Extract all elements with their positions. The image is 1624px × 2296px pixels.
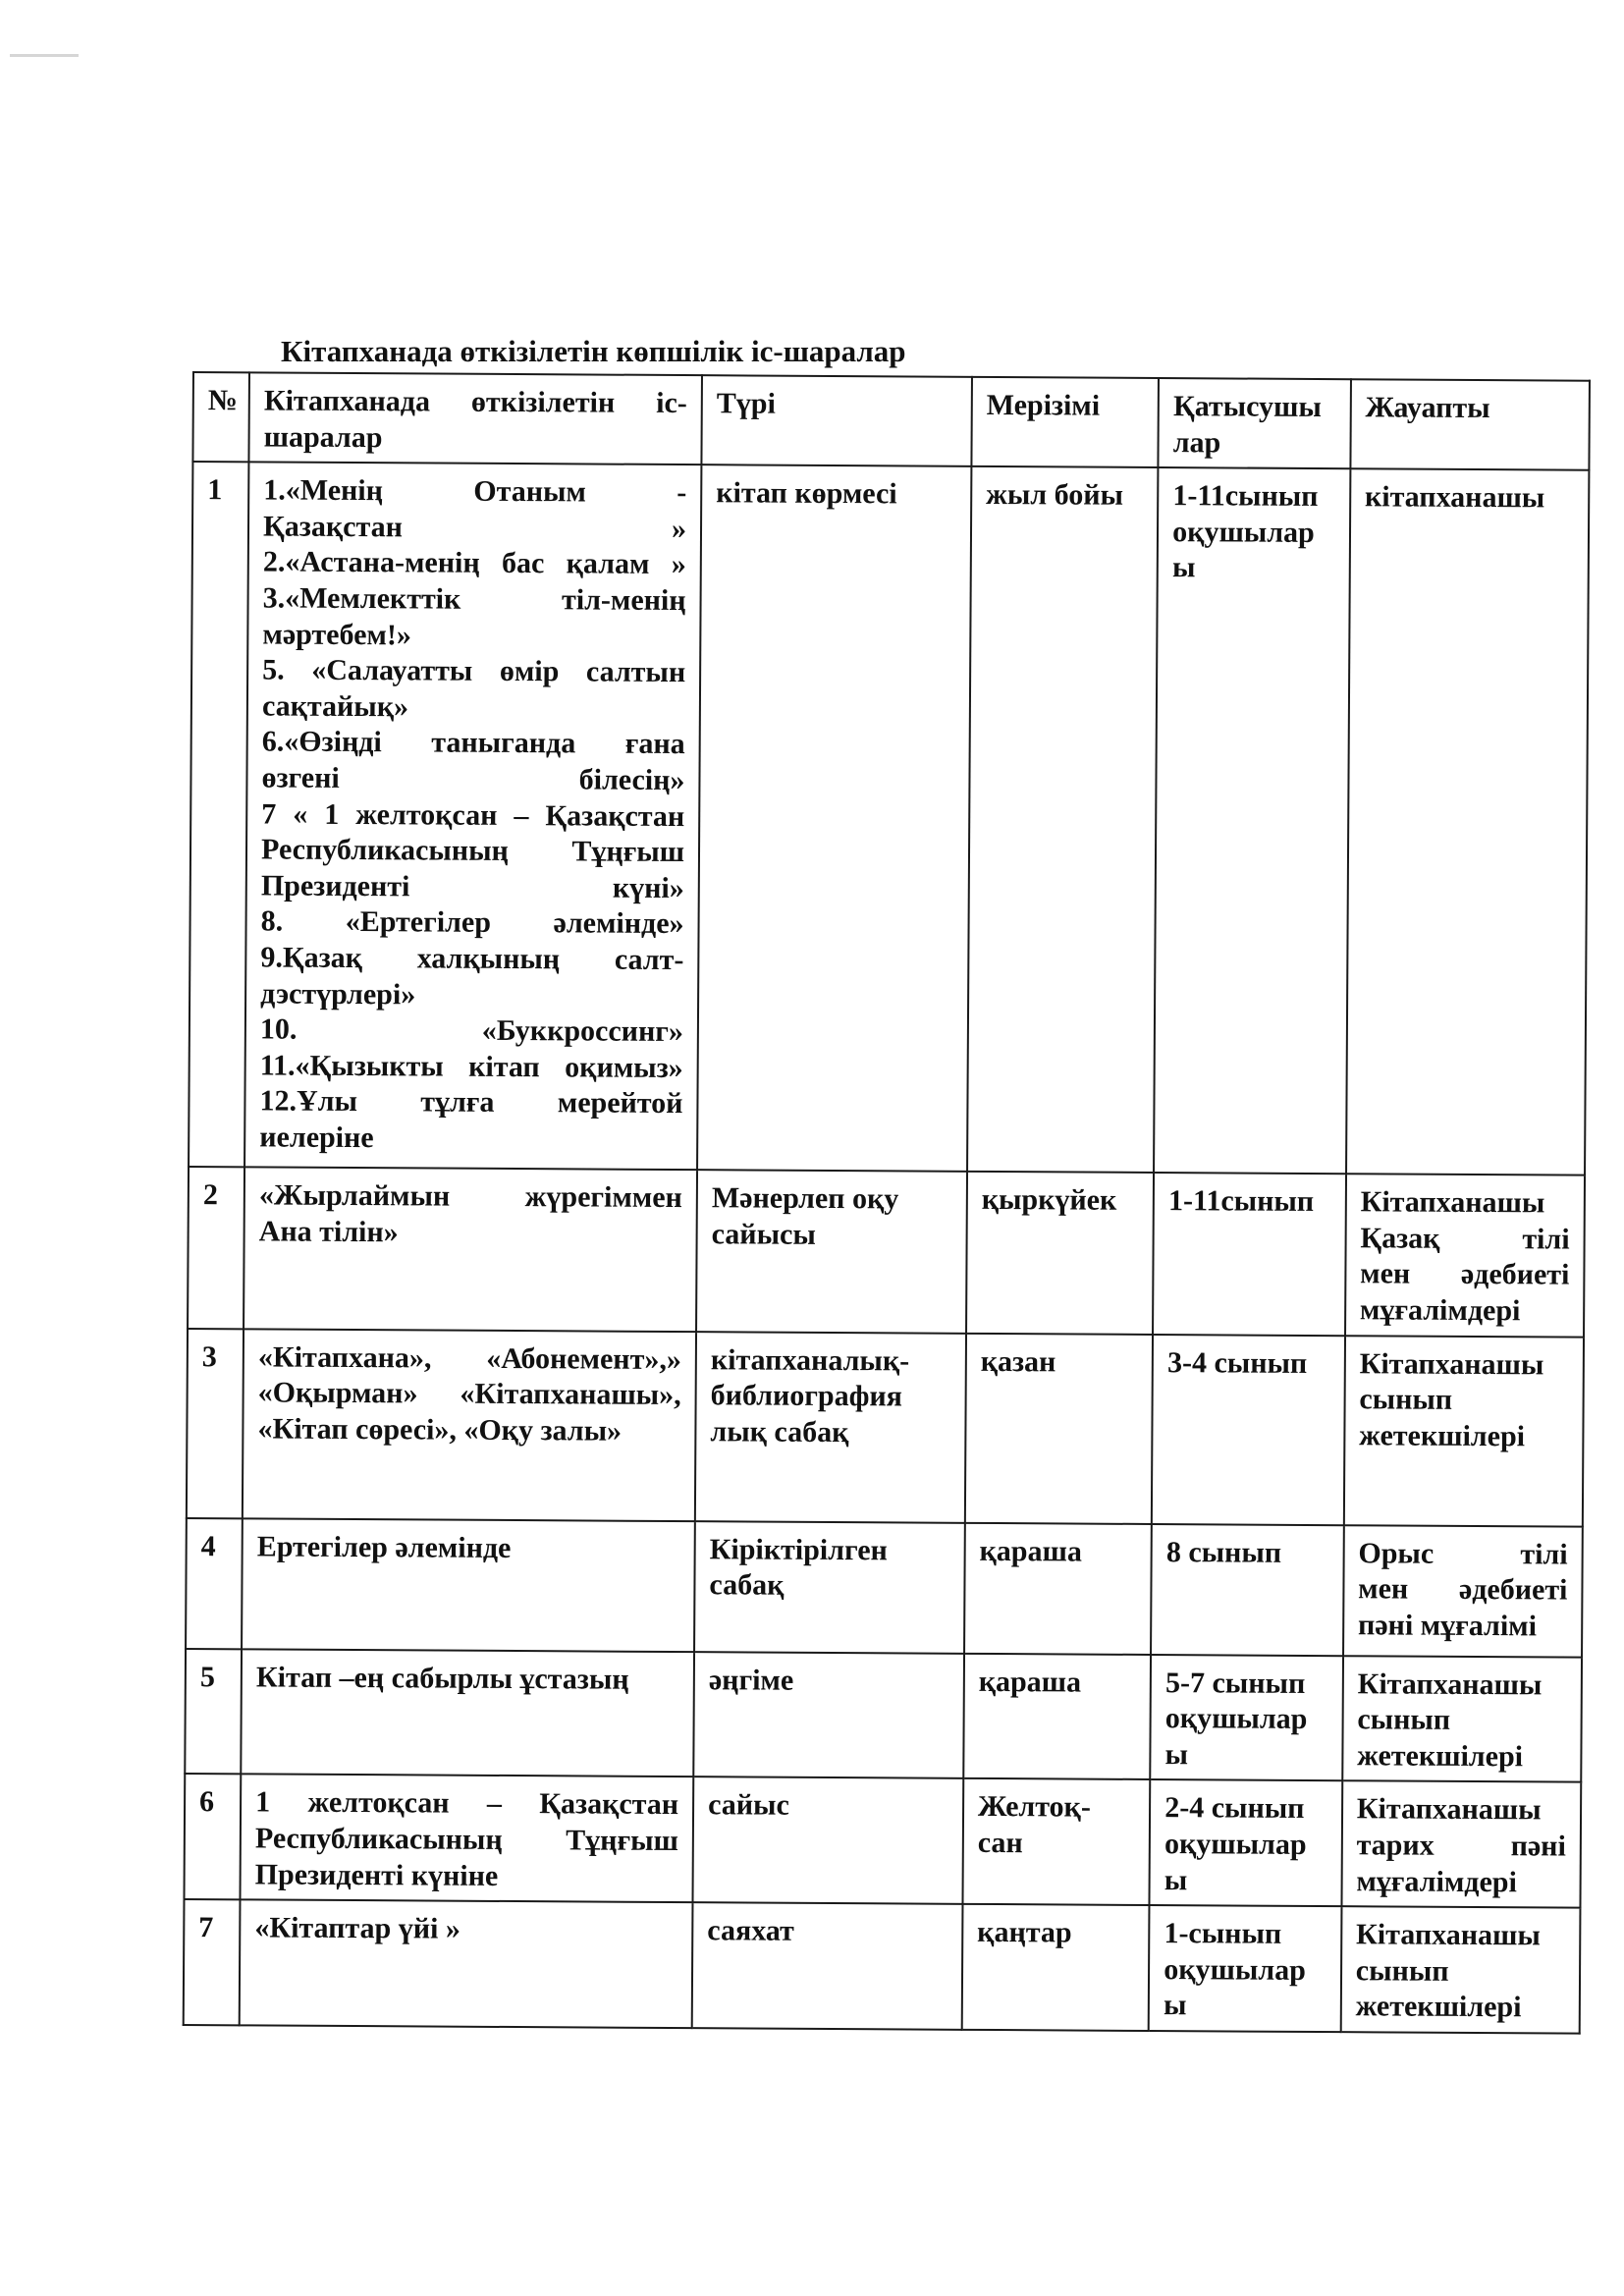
cell-date-line: Желтоқ-	[977, 1790, 1091, 1824]
cell-type-line: сабақ	[709, 1568, 785, 1602]
cell-date	[964, 1522, 1152, 1654]
cell-responsible	[1345, 1174, 1585, 1337]
cell-event-line: 6.«Өзіңді таныганда ғана	[261, 725, 685, 761]
cell-event-line: Республикасының Тұңғыш	[254, 1822, 678, 1857]
cell-event	[244, 463, 701, 1171]
cell-event	[241, 1775, 694, 1903]
header-date: Мерізімі	[971, 377, 1159, 467]
cell-date	[966, 1172, 1154, 1335]
cell-participants-line: 2-4 сынып	[1164, 1791, 1305, 1826]
cell-participants	[1149, 1905, 1341, 2032]
cell-date-line: сан	[977, 1826, 1023, 1860]
cell-event-line: дэстүрлері»	[260, 976, 416, 1011]
header-type: Түрі	[701, 375, 971, 466]
cell-participants-line: ы	[1164, 1863, 1188, 1896]
cell-event-line: мәртебем!»	[262, 618, 411, 651]
cell-event-line: 5. «Салауатты өмір салтын	[262, 653, 686, 689]
table-row	[184, 1899, 1581, 2033]
cell-event	[241, 1649, 694, 1777]
cell-participants	[1150, 1779, 1342, 1906]
cell-event-line: Ана тілін»	[258, 1215, 399, 1249]
cell-responsible-line: кітапханашы	[1364, 480, 1545, 515]
cell-event-line: 1.«Менің Отаным -	[263, 473, 687, 510]
cell-event	[240, 1899, 693, 2028]
cell-participants-line: ы	[1163, 1989, 1187, 2022]
cell-date-line: жыл бойы	[986, 478, 1124, 512]
table-row	[187, 1329, 1584, 1527]
cell-type-line: кітап көрмесі	[716, 476, 897, 511]
cell-participants	[1150, 1655, 1342, 1781]
cell-responsible	[1341, 1781, 1581, 1908]
cell-participants-line: 1-11сынып	[1172, 479, 1319, 514]
cell-type	[693, 1777, 964, 1903]
table-body	[184, 462, 1590, 2033]
cell-event-line: 11.«Қызыкты кітап оқимыз»	[259, 1049, 683, 1084]
cell-type	[694, 1521, 965, 1654]
cell-responsible	[1342, 1656, 1582, 1782]
cell-num: 4	[186, 1518, 243, 1649]
cell-responsible-line: Кітапханашы	[1355, 1918, 1541, 1952]
cell-num: 6	[184, 1774, 241, 1899]
cell-event-line: «Кітапхана», «Абонемент»,»	[257, 1339, 681, 1376]
header-participants-line: Қатысушы	[1172, 390, 1322, 424]
cell-event-line: Президенті күні»	[260, 869, 684, 904]
cell-date	[962, 1778, 1150, 1905]
cell-event-line: 9.Қазақ халқының салт-	[260, 941, 684, 976]
cell-type-line: сайыс	[708, 1788, 789, 1823]
cell-type-line: әңгіме	[708, 1663, 794, 1697]
cell-responsible-line: Орыс тілі	[1358, 1536, 1568, 1571]
cell-responsible-line: мен әдебиеті	[1358, 1572, 1568, 1607]
cell-date-line: қараша	[978, 1665, 1082, 1699]
cell-event-line: 1 желтоқсан – Қазақстан	[255, 1785, 679, 1822]
cell-participants-line: 1-сынып	[1164, 1917, 1282, 1950]
cell-event-line: өзгені білесің»	[261, 761, 685, 797]
cell-date-line: қараша	[979, 1534, 1082, 1568]
cell-date	[967, 466, 1159, 1173]
cell-num: 1	[189, 462, 248, 1167]
cell-date	[965, 1333, 1153, 1523]
cell-participants-line: оқушылар	[1164, 1828, 1307, 1861]
cell-event-line: Кітап –ең сабырлы ұстазың	[255, 1660, 629, 1696]
cell-date	[963, 1653, 1151, 1779]
cell-responsible-line: жетекшілері	[1359, 1419, 1526, 1453]
page-title: Кітапханада өткізілетін көпшілік іс-шаралар	[281, 334, 906, 368]
cell-type-line: лық сабақ	[710, 1414, 849, 1449]
header-event	[249, 372, 703, 465]
cell-event-line: иелеріне	[259, 1121, 374, 1155]
table-row	[186, 1518, 1583, 1658]
cell-event-line: 7 « 1 желтоқсан – Қазақстан	[261, 796, 685, 833]
cell-num: 5	[185, 1649, 242, 1775]
cell-responsible-line: жетекшілері	[1355, 1990, 1522, 2024]
cell-event-line: «Оқырман» «Кітапханашы»,	[257, 1376, 681, 1412]
cell-responsible-line: Қазақ тілі	[1360, 1222, 1570, 1256]
cell-participants	[1154, 467, 1350, 1174]
table-header-row	[192, 372, 1590, 470]
cell-event	[242, 1518, 695, 1652]
cell-type-line: сайысы	[711, 1218, 816, 1251]
cell-date-line: қыркүйек	[981, 1183, 1117, 1217]
cell-event-line: Республикасының Тұңғыш	[261, 833, 685, 869]
cell-event-line: 12.Ұлы тұлға мерейтой	[259, 1084, 683, 1121]
cell-participants-line: оқушылар	[1164, 1702, 1308, 1736]
header-num: №	[192, 372, 249, 463]
header-event-line: Кітапханада өткізілетін іс-	[263, 384, 687, 420]
cell-num: 7	[184, 1899, 241, 2025]
cell-num: 3	[187, 1329, 244, 1518]
cell-type-line: Кіріктірілген	[709, 1532, 888, 1566]
header-participants-line: лар	[1172, 425, 1221, 459]
cell-participants	[1153, 1173, 1346, 1336]
cell-type-line: Мәнерлеп оқу	[711, 1181, 899, 1216]
cell-responsible	[1343, 1525, 1583, 1657]
cell-type-line: саяхат	[707, 1914, 794, 1947]
cell-event-line: 10. «Буккроссинг»	[259, 1012, 684, 1049]
cell-type-line: кітапханалық-	[710, 1342, 910, 1378]
cell-type	[695, 1332, 966, 1523]
cell-event-line: Ертегілер әлемінде	[256, 1529, 512, 1564]
cell-responsible	[1346, 468, 1590, 1175]
cell-type	[696, 1170, 967, 1333]
cell-participants-line: 8 сынып	[1165, 1535, 1282, 1569]
cell-responsible-line: сынып	[1357, 1703, 1451, 1737]
cell-responsible-line: сынып	[1355, 1953, 1449, 1988]
cell-type-line: библиография	[710, 1379, 903, 1413]
cell-responsible-line: мұғалімдері	[1359, 1293, 1521, 1328]
cell-participants	[1151, 1524, 1343, 1656]
cell-participants-line: 1-11сынып	[1167, 1184, 1315, 1219]
cell-responsible-line: Кітапханашы	[1356, 1792, 1542, 1827]
cell-responsible-line: Кітапханашы	[1360, 1185, 1545, 1220]
cell-date	[962, 1904, 1150, 2031]
cell-responsible	[1344, 1336, 1584, 1526]
cell-participants-line: 5-7 сынып	[1164, 1666, 1306, 1700]
cell-responsible-line: тарих пәні	[1356, 1829, 1566, 1863]
cell-responsible-line: мұғалімдері	[1356, 1864, 1517, 1898]
cell-type	[693, 1652, 964, 1778]
cell-num: 2	[188, 1167, 244, 1329]
cell-date-line: қазан	[980, 1344, 1056, 1378]
cell-event-line: Президенті күніне	[254, 1857, 499, 1892]
cell-event-line: «Жырлаймын жүрегіммен	[258, 1178, 682, 1215]
cell-participants-line: оқушылар	[1172, 515, 1315, 549]
cell-type	[692, 1902, 963, 2029]
cell-participants-line: 3-4 сынып	[1166, 1345, 1308, 1380]
cell-event-line: Қазақстан »	[263, 510, 687, 545]
cell-event-line: 2.«Астана-менің бас қалам »	[262, 545, 686, 581]
cell-responsible-line: мен әдебиеті	[1360, 1257, 1570, 1291]
scan-artifact	[10, 54, 79, 57]
header-responsible: Жауапты	[1350, 379, 1590, 470]
table-row	[189, 462, 1589, 1175]
cell-responsible-line: пәні мұғалімі	[1357, 1609, 1538, 1643]
cell-event	[244, 1168, 697, 1332]
cell-event-line: 8. «Ертегілер әлемінде»	[260, 904, 684, 941]
cell-responsible-line: сынып	[1359, 1383, 1453, 1417]
header-participants	[1159, 378, 1351, 468]
cell-event-line: «Кітаптар үйі »	[254, 1911, 460, 1945]
cell-event-line: «Кітап сөресі», «Оқу залы»	[257, 1412, 623, 1448]
cell-responsible-line: жетекшілері	[1357, 1739, 1524, 1774]
cell-type	[697, 465, 971, 1172]
cell-event	[243, 1329, 696, 1521]
cell-participants-line: ы	[1164, 1737, 1189, 1771]
cell-participants-line: ы	[1171, 551, 1196, 584]
table-row	[184, 1774, 1581, 1907]
cell-responsible	[1340, 1906, 1580, 2033]
cell-responsible-line: Кітапханашы	[1359, 1346, 1544, 1381]
cell-participants-line: оқушылар	[1164, 1952, 1306, 1987]
cell-responsible-line: Кітапханашы	[1357, 1667, 1543, 1701]
events-table	[183, 371, 1591, 2035]
header-event-line: шаралар	[263, 420, 383, 454]
cell-participants	[1152, 1335, 1345, 1525]
table-row	[188, 1167, 1585, 1337]
table-row	[185, 1649, 1582, 1782]
cell-event-line: сақтайық»	[261, 689, 409, 724]
cell-event-line: 3.«Мемлекттік тіл-менің	[262, 581, 686, 618]
cell-date-line: қаңтар	[977, 1916, 1072, 1949]
